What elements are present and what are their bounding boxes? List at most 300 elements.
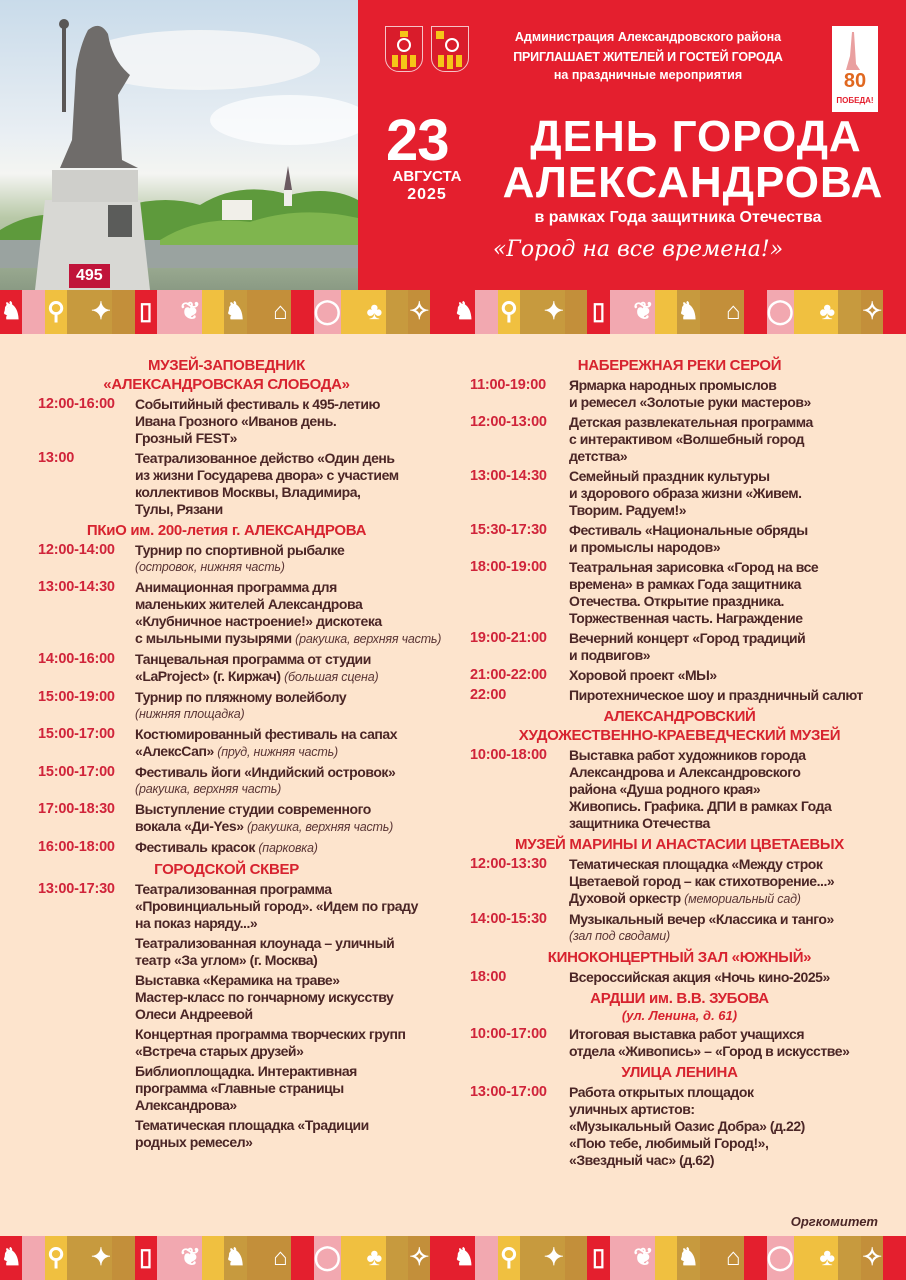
victory-80-logo: 80 ПОБЕДА! xyxy=(832,26,878,112)
ornament-emblem-icon: ❦ xyxy=(180,298,201,325)
event-row xyxy=(453,468,906,519)
ornament-tile xyxy=(135,1236,157,1280)
event-row xyxy=(0,972,453,1023)
ornament-tile xyxy=(700,1236,722,1280)
event-location-note: (островок, нижняя часть) xyxy=(135,560,285,574)
event-row xyxy=(453,1084,906,1169)
ornament-emblem-icon: ▯ xyxy=(139,298,153,325)
event-line: Тематическая площадка «Традиции xyxy=(135,1117,369,1133)
header-photo-statue xyxy=(0,0,358,290)
ornament-tile xyxy=(475,1236,497,1280)
ornament-emblem-icon: ❦ xyxy=(633,1244,654,1271)
event-line: Концертная программа творческих групп xyxy=(135,1026,406,1042)
event-line: отдела «Живопись» – «Город в искусстве» xyxy=(569,1043,850,1059)
ornament-tile xyxy=(677,290,699,334)
event-time xyxy=(38,1063,135,1114)
ornament-tile xyxy=(498,290,520,334)
ornament-emblem-icon: ♣ xyxy=(366,298,383,325)
event-description xyxy=(135,881,418,932)
events-text: на праздничные мероприятия xyxy=(553,68,743,82)
event-line: Фестиваль йоги «Индийский островок» xyxy=(135,764,396,780)
event-time: 13:00-14:30 xyxy=(38,579,115,595)
event-line: Мастер-класс по гончарному искусству xyxy=(135,989,394,1005)
event-location-note: (парковка) xyxy=(258,841,318,855)
ornament-tile xyxy=(744,290,766,334)
venue-section xyxy=(453,835,906,945)
ornament-tile xyxy=(767,1236,794,1280)
ornament-emblem-icon: ✦ xyxy=(90,298,111,325)
ornament-tile xyxy=(269,290,291,334)
venue-title: НАБЕРЕЖНАЯ РЕКИ СЕРОЙ xyxy=(577,357,782,374)
event-line: детства» xyxy=(569,448,628,464)
event-line: «АлексСап» xyxy=(135,743,214,759)
event-line: Театрализованная клоунада – уличный xyxy=(135,935,395,951)
event-line xyxy=(135,818,393,836)
ornament-emblem-icon: ✦ xyxy=(543,1244,564,1271)
event-line: Анимационная программа для xyxy=(135,579,337,595)
ornament-tile xyxy=(90,1236,112,1280)
invitation-text: ПРИГЛАШАЕТ ЖИТЕЛЕЙ И ГОСТЕЙ ГОРОДА xyxy=(513,50,783,64)
event-line: Танцевальная программа от студии xyxy=(135,651,371,667)
ornament-tile xyxy=(179,290,201,334)
event-title-line1: ДЕНЬ ГОРОДА xyxy=(530,112,862,161)
schedule-right-column xyxy=(453,356,906,1172)
event-line: Детская развлекательная программа xyxy=(569,414,813,430)
ornament-tile xyxy=(0,1236,22,1280)
event-row xyxy=(0,839,453,857)
event-line: уличных артистов: xyxy=(569,1101,695,1117)
ornament-tile xyxy=(543,1236,565,1280)
ornament-tile xyxy=(314,290,341,334)
event-time xyxy=(38,972,135,1023)
event-line: Выступление студии современного xyxy=(135,801,371,817)
event-time: 18:00 xyxy=(470,969,507,985)
event-line: Хоровой проект «МЫ» xyxy=(569,667,717,683)
event-location-note: (пруд, нижняя часть) xyxy=(217,745,338,759)
ornament-emblem-icon: ◯ xyxy=(313,298,341,325)
event-line: Вечерний концерт «Город традиций xyxy=(569,630,806,646)
ornament-tile xyxy=(430,290,452,334)
event-time: 22:00 xyxy=(470,687,507,703)
city-coat-of-arms-icon xyxy=(431,26,469,72)
ornament-tile xyxy=(341,1236,363,1280)
date-year: 2025 xyxy=(407,186,447,203)
ornament-tile xyxy=(587,290,609,334)
venue-section xyxy=(0,356,453,518)
event-line: Тематическая площадка «Между строк xyxy=(569,856,823,872)
event-description xyxy=(135,579,441,648)
venue-section xyxy=(453,1063,906,1169)
ornament-tile xyxy=(112,1236,134,1280)
ornament-tile xyxy=(363,290,385,334)
event-row xyxy=(453,630,906,664)
event-line: программа «Главные страницы xyxy=(135,1080,344,1096)
venue-title: КИНОКОНЦЕРТНЫЙ ЗАЛ «ЮЖНЫЙ» xyxy=(547,949,812,966)
event-line: Ярмарка народных промыслов xyxy=(569,377,777,393)
event-time: 12:00-13:30 xyxy=(470,856,547,872)
ornament-tile xyxy=(135,290,157,334)
event-line: Театрализованное действо «Один день xyxy=(135,450,395,466)
event-row xyxy=(453,747,906,832)
ornament-tile xyxy=(157,1236,179,1280)
event-description xyxy=(135,801,393,836)
event-line: времена» в рамках Года защитника xyxy=(569,576,801,592)
event-description xyxy=(569,468,802,519)
event-location-note: (большая сцена) xyxy=(284,670,379,684)
event-description xyxy=(569,856,834,908)
ornament-tile xyxy=(408,290,430,334)
event-time: 21:00-22:00 xyxy=(470,667,547,683)
event-row xyxy=(0,1026,453,1060)
event-description xyxy=(135,1063,357,1114)
event-time: 16:00-18:00 xyxy=(38,839,115,855)
ornament-emblem-icon: ⚲ xyxy=(47,1244,65,1271)
district-coat-of-arms-icon xyxy=(385,26,423,72)
venue-title: АРДШИ им. В.В. ЗУБОВА xyxy=(590,990,769,1007)
ornament-emblem-icon: ♞ xyxy=(0,1244,22,1271)
ornament-emblem-icon: ♞ xyxy=(224,298,247,325)
event-line: Фестиваль красок xyxy=(135,839,255,855)
event-description xyxy=(135,689,346,723)
ornament-emblem-icon: ▯ xyxy=(139,1244,153,1271)
venue-section xyxy=(0,521,453,857)
ornament-tile xyxy=(838,1236,860,1280)
event-line: Всероссийская акция «Ночь кино-2025» xyxy=(569,969,830,985)
ornament-tile xyxy=(816,290,838,334)
event-time: 19:00-21:00 xyxy=(470,630,547,646)
event-description xyxy=(135,1117,369,1151)
ornament-emblem-icon: ♞ xyxy=(224,1244,247,1271)
event-description xyxy=(569,1084,805,1169)
ornament-tile xyxy=(408,1236,430,1280)
signoff: Оргкомитет xyxy=(790,1214,878,1229)
event-row xyxy=(453,969,906,986)
ornament-tile xyxy=(632,1236,654,1280)
event-description xyxy=(135,839,318,857)
event-description xyxy=(135,764,395,798)
event-row xyxy=(0,651,453,686)
ornament-tile xyxy=(67,290,89,334)
event-description xyxy=(569,414,813,465)
event-subtitle: в рамках Года защитника Отечества xyxy=(534,209,822,226)
event-row xyxy=(0,881,453,932)
ornament-tile xyxy=(363,1236,385,1280)
event-time: 12:00-13:00 xyxy=(470,414,547,430)
ornament-tile xyxy=(883,290,905,334)
ornament-tile xyxy=(565,1236,587,1280)
event-slogan: «Город на все времена!» xyxy=(492,237,784,262)
event-line: «Клубничное настроение!» дискотека xyxy=(135,613,382,629)
organizer-text: Администрация Александровского района xyxy=(514,30,782,44)
event-description xyxy=(135,1026,406,1060)
ornament-tile xyxy=(794,290,816,334)
event-description xyxy=(569,687,863,704)
event-description xyxy=(135,542,344,576)
event-line: родных ремесел» xyxy=(135,1134,253,1150)
event-line: Костюмированный фестиваль на сапах xyxy=(135,726,398,742)
ornament-emblem-icon: ❦ xyxy=(180,1244,201,1271)
venue-address: (ул. Ленина, д. 61) xyxy=(621,1008,738,1023)
event-location-note: (ракушка, верхняя часть) xyxy=(247,820,394,834)
ornament-tile xyxy=(543,290,565,334)
event-location-note: (мемориальный сад) xyxy=(684,892,801,906)
ornament-emblem-icon: ✧ xyxy=(862,1244,883,1271)
event-description xyxy=(135,396,380,447)
event-line: Библиоплощадка. Интерактивная xyxy=(135,1063,357,1079)
event-time: 13:00-17:00 xyxy=(470,1084,547,1100)
event-time: 15:00-17:00 xyxy=(38,726,115,742)
venue-title: «АЛЕКСАНДРОВСКАЯ СЛОБОДА» xyxy=(103,376,350,393)
statue-landscape-image xyxy=(0,0,358,290)
ornament-tile xyxy=(610,1236,632,1280)
ornament-tile xyxy=(883,1236,905,1280)
event-time: 13:00 xyxy=(38,450,75,466)
event-description xyxy=(135,726,397,761)
ornament-emblem-icon: ✦ xyxy=(543,298,564,325)
ornament-tile xyxy=(341,290,363,334)
event-row xyxy=(0,801,453,836)
venue-title: АЛЕКСАНДРОВСКИЙ xyxy=(603,708,756,725)
event-line: с мыльными пузырями xyxy=(135,630,292,646)
event-line: Александрова» xyxy=(135,1097,237,1113)
event-line: Духовой оркестр xyxy=(569,890,681,906)
event-line: Ивана Грозного «Иванов день. xyxy=(135,413,337,429)
ornament-emblem-icon: ⚲ xyxy=(500,1244,518,1271)
event-line: и промыслы народов» xyxy=(569,539,721,555)
venue-section xyxy=(453,989,906,1060)
event-line: Театрализованная программа xyxy=(135,881,332,897)
ornament-tile xyxy=(386,290,408,334)
event-row xyxy=(453,559,906,627)
event-time: 13:00-17:30 xyxy=(38,881,115,897)
event-line: с интерактивом «Волшебный город xyxy=(569,431,805,447)
ornament-emblem-icon: ♣ xyxy=(819,298,836,325)
ornament-tile xyxy=(224,1236,246,1280)
ornament-tile xyxy=(453,290,475,334)
ornament-band-bottom xyxy=(0,1236,906,1280)
ornament-tile xyxy=(722,290,744,334)
event-line: Тулы, Рязани xyxy=(135,501,223,517)
event-time: 10:00-18:00 xyxy=(470,747,547,763)
event-row xyxy=(0,689,453,723)
event-time xyxy=(38,1026,135,1060)
event-time: 15:00-19:00 xyxy=(38,689,115,705)
event-title-line2: АЛЕКСАНДРОВА xyxy=(502,158,884,207)
event-line: Грозный FEST» xyxy=(135,430,237,446)
event-row xyxy=(453,687,906,704)
event-time: 18:00-19:00 xyxy=(470,559,547,575)
ornament-tile xyxy=(838,290,860,334)
event-description xyxy=(135,935,394,969)
event-line xyxy=(135,839,318,857)
ornament-emblem-icon: ✧ xyxy=(862,298,883,325)
event-line: Семейный праздник культуры xyxy=(569,468,770,484)
event-line: из жизни Государева двора» с участием xyxy=(135,467,399,483)
ornament-tile xyxy=(700,290,722,334)
event-line: Работа открытых площадок xyxy=(569,1084,754,1100)
event-line: «Встреча старых друзей» xyxy=(135,1043,304,1059)
ornament-tile xyxy=(247,1236,269,1280)
event-line: защитника Отечества xyxy=(569,815,710,831)
event-description xyxy=(569,667,717,684)
event-row xyxy=(453,414,906,465)
ornament-emblem-icon: ♞ xyxy=(453,298,475,325)
ornament-tile xyxy=(291,290,313,334)
ornament-tile xyxy=(45,290,67,334)
event-line: Музыкальный вечер «Классика и танго» xyxy=(569,911,834,927)
event-row xyxy=(453,667,906,684)
event-line xyxy=(135,630,441,648)
event-time: 14:00-16:00 xyxy=(38,651,115,667)
venue-title: ХУДОЖЕСТВЕННО-КРАЕВЕДЧЕСКИЙ МУЗЕЙ xyxy=(518,727,841,744)
venue-title: УЛИЦА ЛЕНИНА xyxy=(621,1064,738,1081)
ornament-tile xyxy=(453,1236,475,1280)
event-line: Турнир по спортивной рыбалке xyxy=(135,542,345,558)
event-time xyxy=(38,935,135,969)
ornament-emblem-icon: ⚲ xyxy=(500,298,518,325)
event-line: «Пою тебе, любимый Город!», xyxy=(569,1135,769,1151)
ornament-band-top xyxy=(0,290,906,334)
ornament-tile xyxy=(520,1236,542,1280)
ornament-emblem-icon: ◯ xyxy=(766,1244,794,1271)
event-row xyxy=(0,764,453,798)
event-line: «LaProject» (г. Киржач) xyxy=(135,668,281,684)
ornament-emblem-icon: ◯ xyxy=(313,1244,341,1271)
ornament-tile xyxy=(565,290,587,334)
event-row xyxy=(0,1063,453,1114)
ornament-tile xyxy=(475,290,497,334)
event-description xyxy=(569,911,834,945)
ornament-tile xyxy=(202,290,224,334)
ornament-tile xyxy=(247,290,269,334)
ornament-emblem-icon: ⌂ xyxy=(725,298,741,325)
event-description xyxy=(135,651,378,686)
event-line: и подвигов» xyxy=(569,647,651,663)
event-line: района «Душа родного края» xyxy=(569,781,761,797)
ornament-emblem-icon: ♞ xyxy=(0,298,22,325)
event-time: 13:00-14:30 xyxy=(470,468,547,484)
event-line xyxy=(135,668,378,686)
event-description xyxy=(569,1026,849,1060)
event-time: 15:00-17:00 xyxy=(38,764,115,780)
event-line: Фестиваль «Национальные обряды xyxy=(569,522,808,538)
event-line: Театральная зарисовка «Город на все xyxy=(569,559,819,575)
event-row xyxy=(0,396,453,447)
ornament-emblem-icon: ⌂ xyxy=(273,1244,288,1271)
ornament-tile xyxy=(314,1236,341,1280)
event-line: Торжественная часть. Награждение xyxy=(569,610,803,626)
ornament-emblem-icon: ♞ xyxy=(677,1244,700,1271)
event-time: 14:00-15:30 xyxy=(470,911,547,927)
event-row xyxy=(0,935,453,969)
venue-section xyxy=(453,707,906,832)
venue-title: МУЗЕЙ МАРИНЫ И АНАСТАСИИ ЦВЕТАЕВЫХ xyxy=(515,836,844,853)
event-line: маленьких жителей Александрова xyxy=(135,596,363,612)
ornament-tile xyxy=(224,290,246,334)
ornament-tile xyxy=(677,1236,699,1280)
date-day: 23 xyxy=(386,108,449,173)
event-line: «Музыкальный Оазис Добра» (д.22) xyxy=(569,1118,805,1134)
ornament-emblem-icon: ✦ xyxy=(90,1244,111,1271)
event-description xyxy=(569,630,805,664)
schedule-left-column xyxy=(0,356,453,1154)
event-row xyxy=(0,726,453,761)
event-row xyxy=(453,1026,906,1060)
event-line xyxy=(135,743,397,761)
event-line: «Провинциальный город». «Идем по граду xyxy=(135,898,418,914)
event-row xyxy=(453,522,906,556)
ornament-emblem-icon: ✧ xyxy=(409,298,430,325)
event-line: Олеси Андреевой xyxy=(135,1006,253,1022)
event-line: Выставка работ художников города xyxy=(569,747,806,763)
event-description xyxy=(135,450,399,518)
event-line: Выставка «Керамика на траве» xyxy=(135,972,340,988)
event-line: театр «За углом» (г. Москва) xyxy=(135,952,318,968)
ornament-tile xyxy=(794,1236,816,1280)
event-location-note: (зал под сводами) xyxy=(569,929,670,943)
ornament-tile xyxy=(655,1236,677,1280)
event-line: Итоговая выставка работ учащихся xyxy=(569,1026,805,1042)
ornament-emblem-icon: ⌂ xyxy=(725,1244,741,1271)
ornament-tile xyxy=(269,1236,291,1280)
ornament-tile xyxy=(498,1236,520,1280)
ornament-tile xyxy=(179,1236,201,1280)
event-location-note: (нижняя площадка) xyxy=(135,707,245,721)
ornament-emblem-icon: ◯ xyxy=(766,298,794,325)
event-time: 10:00-17:00 xyxy=(470,1026,547,1042)
event-line: Пиротехническое шоу и праздничный салют xyxy=(569,687,863,703)
event-row xyxy=(0,1117,453,1151)
ornament-emblem-icon: ✧ xyxy=(409,1244,430,1271)
event-line: вокала «Ди-Yes» xyxy=(135,818,244,834)
event-line: Александрова и Александровского xyxy=(569,764,801,780)
event-row xyxy=(453,856,906,908)
event-time xyxy=(38,1117,135,1151)
event-row xyxy=(0,450,453,518)
event-line: Турнир по пляжному волейболу xyxy=(135,689,347,705)
event-line: и ремесел «Золотые руки мастеров» xyxy=(569,394,811,410)
event-line xyxy=(569,890,834,908)
event-line: на показ наряду...» xyxy=(135,915,258,931)
event-line: и здорового образа жизни «Живем. xyxy=(569,485,802,501)
ornament-tile xyxy=(67,1236,89,1280)
ornament-emblem-icon: ▯ xyxy=(592,1244,606,1271)
ornament-tile xyxy=(157,290,179,334)
ornament-tile xyxy=(767,290,794,334)
event-location-note: (ракушка, верхняя часть) xyxy=(295,632,442,646)
event-line: Творим. Радуем!» xyxy=(569,502,687,518)
ornament-tile xyxy=(386,1236,408,1280)
ornament-tile xyxy=(587,1236,609,1280)
ornament-tile xyxy=(45,1236,67,1280)
event-line: Цветаевой город – как стихотворение...» xyxy=(569,873,835,889)
event-description xyxy=(569,377,811,411)
event-time: 17:00-18:30 xyxy=(38,801,115,817)
ornament-tile xyxy=(861,1236,883,1280)
event-time: 12:00-16:00 xyxy=(38,396,115,412)
ornament-tile xyxy=(632,290,654,334)
event-description xyxy=(569,969,830,986)
venue-section xyxy=(453,356,906,704)
ornament-tile xyxy=(0,290,22,334)
anniversary-badge: 495 xyxy=(69,264,110,288)
ornament-tile xyxy=(722,1236,744,1280)
venue-title: МУЗЕЙ-ЗАПОВЕДНИК xyxy=(148,357,305,374)
venue-section xyxy=(453,948,906,986)
event-line: Живопись. Графика. ДПИ в рамках Года xyxy=(569,798,832,814)
ornament-tile xyxy=(520,290,542,334)
event-time: 12:00-14:00 xyxy=(38,542,115,558)
